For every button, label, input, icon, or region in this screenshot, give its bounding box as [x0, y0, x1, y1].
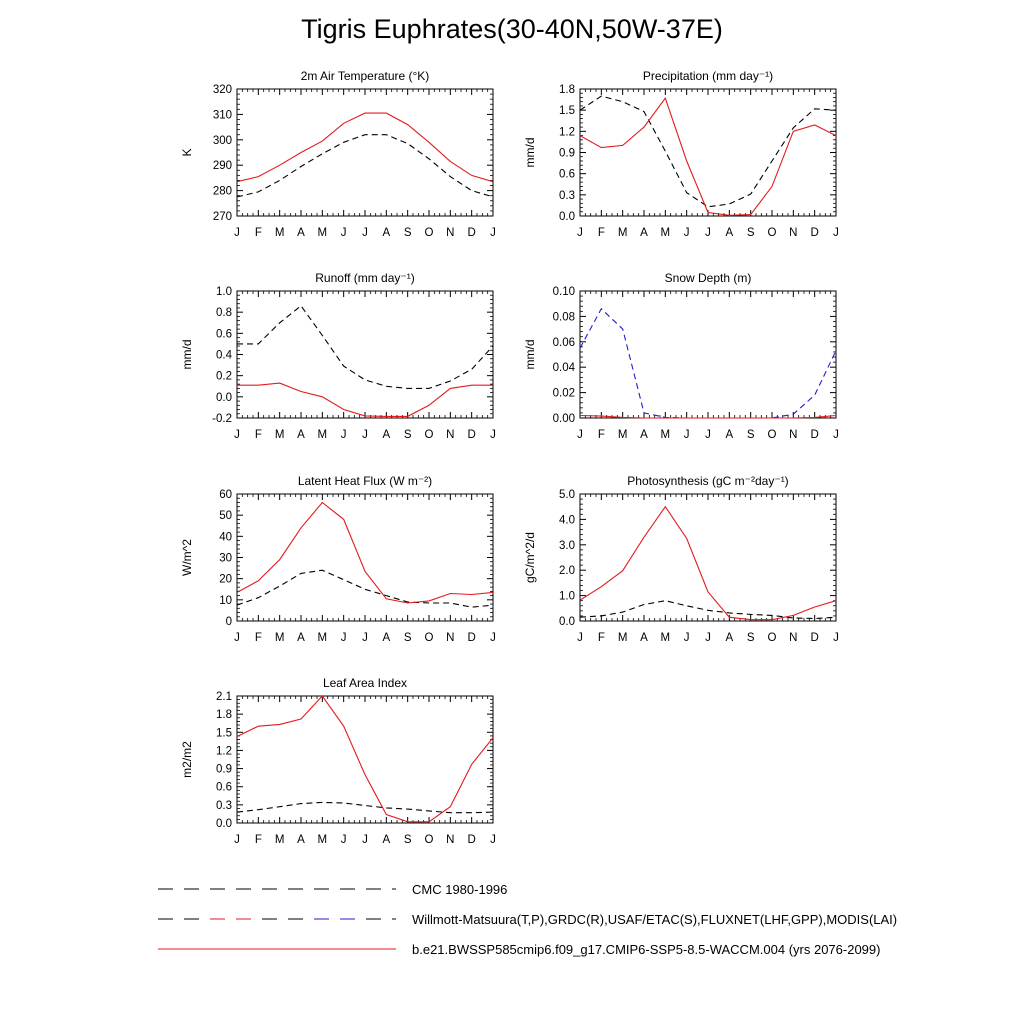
y-axis-label: mm/d — [523, 339, 537, 370]
x-tick-label: N — [789, 429, 798, 441]
panel-7 — [180, 676, 496, 846]
panel-title: Leaf Area Index — [322, 676, 408, 690]
x-tick-label: J — [490, 632, 496, 644]
x-tick-label: O — [424, 429, 434, 441]
series-line-model — [580, 98, 836, 215]
x-tick-label: A — [297, 632, 305, 644]
x-tick-label: A — [297, 834, 305, 846]
y-axis-label: W/m^2 — [180, 539, 194, 576]
x-tick-label: J — [705, 632, 711, 644]
panel-title: Snow Depth (m) — [664, 271, 752, 285]
series-line-model — [237, 113, 493, 182]
y-tick-label: 3.0 — [559, 539, 575, 552]
x-tick-label: J — [833, 227, 839, 239]
y-tick-label: 1.0 — [559, 590, 575, 603]
x-tick-label: J — [234, 632, 240, 644]
y-tick-label: 270 — [212, 211, 232, 223]
y-tick-label: 0.10 — [552, 286, 575, 298]
y-tick-label: 0.06 — [552, 336, 575, 349]
y-tick-label: 60 — [219, 489, 232, 501]
y-tick-label: 10 — [219, 594, 232, 607]
x-tick-label: M — [660, 227, 671, 239]
x-tick-label: M — [274, 632, 285, 644]
x-tick-label: J — [362, 429, 368, 441]
x-tick-label: M — [317, 632, 328, 644]
x-tick-label: F — [597, 429, 605, 441]
x-tick-label: J — [683, 227, 690, 239]
y-tick-label: 1.2 — [559, 126, 575, 139]
y-tick-label: 0.0 — [216, 818, 232, 830]
x-tick-label: A — [640, 632, 648, 644]
y-tick-label: 2.0 — [559, 565, 575, 578]
x-tick-label: J — [234, 227, 240, 239]
y-tick-label: 50 — [219, 510, 232, 523]
panel-title: Runoff (mm day⁻¹) — [315, 271, 415, 285]
series-line-obs — [237, 570, 493, 607]
x-tick-label: S — [746, 227, 755, 239]
x-tick-label: A — [725, 227, 734, 239]
y-tick-label: 0.6 — [216, 781, 232, 794]
x-tick-label: A — [725, 429, 734, 441]
x-tick-label: S — [746, 632, 755, 644]
legend-label: Willmott-Matsuura(T,P),GRDC(R),USAF/ETAC(S),FLUXNET(LHF,GPP),MODIS(LAI) — [412, 912, 898, 927]
x-tick-label: O — [767, 227, 777, 239]
x-tick-label: A — [382, 227, 391, 239]
x-tick-label: J — [833, 429, 839, 441]
y-tick-label: 0.3 — [216, 799, 232, 812]
x-tick-label: A — [640, 227, 648, 239]
legend-label: b.e21.BWSSP585cmip6.f09_g17.CMIP6-SSP5-8.5-WACCM.004 (yrs 2076-2099) — [412, 942, 881, 957]
x-tick-label: J — [340, 429, 347, 441]
y-tick-label: 1.2 — [216, 745, 232, 758]
panel-title: Latent Heat Flux (W m⁻²) — [297, 474, 433, 488]
plot-frame — [580, 291, 836, 418]
x-tick-label: J — [577, 429, 583, 441]
x-tick-label: J — [490, 227, 496, 239]
x-tick-label: J — [577, 632, 583, 644]
x-tick-label: F — [597, 227, 605, 239]
x-tick-label: N — [446, 429, 455, 441]
x-tick-label: D — [810, 429, 819, 441]
plot-frame — [237, 696, 493, 823]
x-tick-label: N — [446, 632, 455, 644]
x-tick-label: J — [340, 834, 347, 846]
y-tick-label: 0.04 — [552, 362, 575, 375]
x-tick-label: F — [597, 632, 605, 644]
y-tick-label: 1.8 — [559, 84, 575, 96]
series-line-obs — [237, 802, 493, 812]
x-tick-label: F — [254, 227, 262, 239]
panel-2 — [523, 69, 839, 239]
x-tick-label: J — [683, 429, 690, 441]
y-tick-label: 30 — [219, 552, 232, 565]
y-tick-label: 0.8 — [216, 307, 232, 320]
x-tick-label: M — [617, 632, 628, 644]
page-title: Tigris Euphrates(30-40N,50W-37E) — [301, 14, 723, 44]
x-tick-label: N — [789, 227, 798, 239]
x-tick-label: N — [446, 227, 455, 239]
y-axis-label: K — [180, 148, 194, 157]
x-tick-label: J — [362, 834, 368, 846]
y-tick-label: 0.4 — [216, 349, 232, 362]
x-tick-label: S — [746, 429, 755, 441]
x-tick-label: O — [767, 429, 777, 441]
y-tick-label: 20 — [219, 573, 232, 586]
series-line-model — [580, 507, 836, 620]
x-tick-label: F — [254, 632, 262, 644]
y-tick-label: 0.3 — [559, 189, 575, 202]
y-tick-label: 0.0 — [216, 391, 232, 404]
x-tick-label: J — [577, 227, 583, 239]
x-tick-label: M — [317, 429, 328, 441]
y-tick-label: 300 — [212, 134, 232, 147]
y-tick-label: 0.00 — [552, 413, 575, 425]
series-line-model — [237, 383, 493, 416]
x-tick-label: D — [467, 429, 476, 441]
y-tick-label: 1.5 — [216, 727, 232, 740]
x-tick-label: J — [490, 429, 496, 441]
series-line-obs_snow — [580, 309, 836, 418]
y-tick-label: 320 — [212, 84, 232, 96]
y-axis-label: m2/m2 — [180, 741, 194, 778]
x-tick-label: S — [403, 834, 412, 846]
x-tick-label: S — [403, 227, 412, 239]
x-tick-label: D — [810, 227, 819, 239]
x-tick-label: M — [617, 227, 628, 239]
x-tick-label: M — [274, 834, 285, 846]
legend-label: CMC 1980-1996 — [412, 882, 508, 897]
plot-frame — [237, 291, 493, 418]
y-tick-label: 0.9 — [559, 147, 575, 160]
y-tick-label: 0.9 — [216, 763, 232, 776]
panel-title: Precipitation (mm day⁻¹) — [642, 69, 774, 83]
panel-title: 2m Air Temperature (°K) — [300, 69, 430, 83]
x-tick-label: A — [382, 429, 391, 441]
panel-1 — [180, 69, 496, 239]
x-tick-label: M — [660, 632, 671, 644]
y-tick-label: 0.02 — [552, 387, 575, 400]
x-tick-label: D — [467, 834, 476, 846]
x-tick-label: O — [424, 632, 434, 644]
x-tick-label: J — [362, 227, 368, 239]
x-tick-label: A — [382, 632, 391, 644]
x-tick-label: J — [833, 632, 839, 644]
plot-frame — [237, 89, 493, 216]
series-line-obs — [580, 96, 836, 207]
panel-3 — [180, 271, 496, 441]
x-tick-label: A — [382, 834, 391, 846]
x-tick-label: M — [317, 227, 328, 239]
y-axis-label: mm/d — [523, 137, 537, 168]
y-tick-label: 0.6 — [216, 328, 232, 341]
x-tick-label: A — [725, 632, 734, 644]
x-tick-label: F — [254, 834, 262, 846]
y-tick-label: 0.0 — [559, 616, 575, 628]
panel-5 — [180, 474, 496, 644]
x-tick-label: A — [297, 429, 305, 441]
panel-6 — [523, 474, 839, 644]
x-tick-label: S — [403, 429, 412, 441]
panel-title: Photosynthesis (gC m⁻²day⁻¹) — [627, 474, 789, 488]
series-line-obs — [237, 306, 493, 389]
x-tick-label: O — [767, 632, 777, 644]
y-axis-label: gC/m^2/d — [523, 532, 537, 583]
y-tick-label: 1.5 — [559, 105, 575, 118]
x-tick-label: J — [234, 429, 240, 441]
y-tick-label: 0.0 — [559, 211, 575, 223]
series-line-obs — [237, 135, 493, 197]
y-tick-label: 4.0 — [559, 514, 575, 527]
y-tick-label: 290 — [212, 160, 232, 173]
y-tick-label: -0.2 — [212, 413, 232, 425]
x-tick-label: J — [362, 632, 368, 644]
y-tick-label: 0.08 — [552, 311, 575, 324]
x-tick-label: A — [640, 429, 648, 441]
y-tick-label: 1.0 — [216, 286, 232, 298]
y-tick-label: 0.2 — [216, 370, 232, 383]
x-tick-label: A — [297, 227, 305, 239]
y-tick-label: 40 — [219, 531, 232, 544]
x-tick-label: J — [683, 632, 690, 644]
x-tick-label: O — [424, 227, 434, 239]
x-tick-label: D — [467, 227, 476, 239]
x-tick-label: D — [467, 632, 476, 644]
y-tick-label: 0.6 — [559, 168, 575, 181]
y-tick-label: 2.1 — [216, 691, 232, 703]
y-tick-label: 5.0 — [559, 489, 575, 501]
plot-frame — [580, 89, 836, 216]
x-tick-label: J — [705, 227, 711, 239]
y-tick-label: 0 — [225, 616, 232, 628]
x-tick-label: N — [446, 834, 455, 846]
x-tick-label: J — [490, 834, 496, 846]
plot-frame — [580, 494, 836, 621]
x-tick-label: J — [340, 632, 347, 644]
x-tick-label: M — [617, 429, 628, 441]
x-tick-label: O — [424, 834, 434, 846]
y-tick-label: 310 — [212, 109, 232, 122]
legend — [158, 882, 897, 957]
x-tick-label: J — [340, 227, 347, 239]
y-axis-label: mm/d — [180, 339, 194, 370]
x-tick-label: F — [254, 429, 262, 441]
plot-frame — [237, 494, 493, 621]
panel-4 — [523, 271, 839, 441]
x-tick-label: S — [403, 632, 412, 644]
x-tick-label: J — [705, 429, 711, 441]
x-tick-label: D — [810, 632, 819, 644]
x-tick-label: M — [274, 429, 285, 441]
x-tick-label: J — [234, 834, 240, 846]
y-tick-label: 1.8 — [216, 709, 232, 722]
y-tick-label: 280 — [212, 185, 232, 198]
series-line-model — [237, 696, 493, 822]
x-tick-label: N — [789, 632, 798, 644]
x-tick-label: M — [274, 227, 285, 239]
x-tick-label: M — [317, 834, 328, 846]
x-tick-label: M — [660, 429, 671, 441]
